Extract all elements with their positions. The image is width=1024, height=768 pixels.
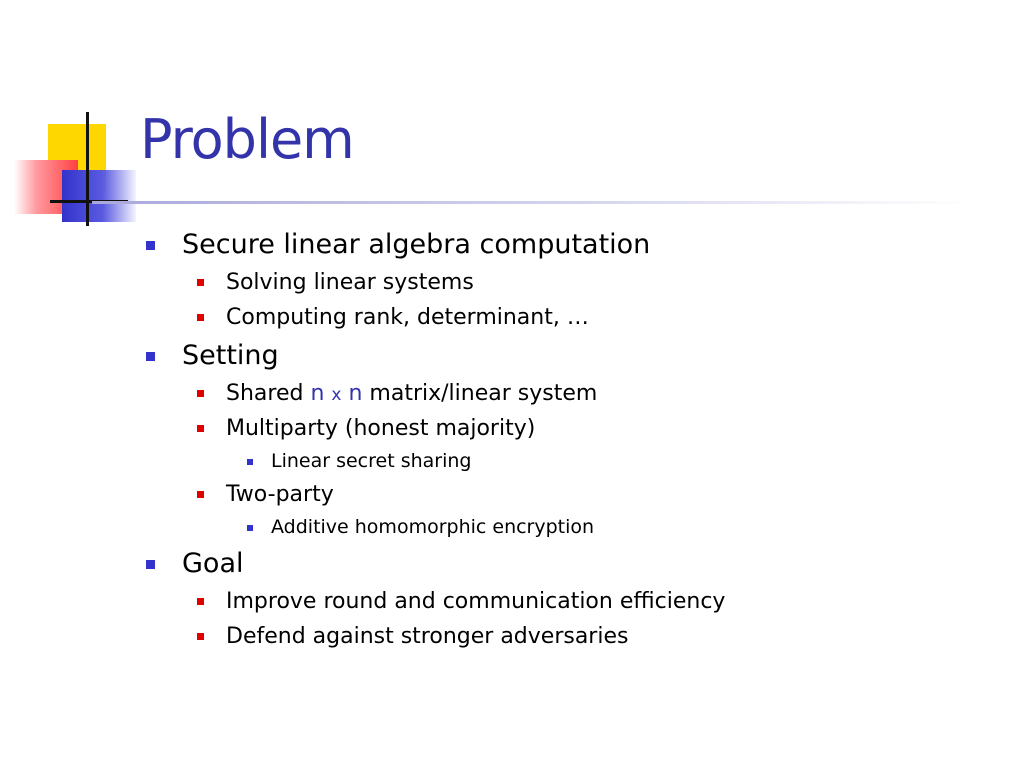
square-bullet-icon <box>197 633 204 640</box>
square-bullet-icon <box>146 560 155 569</box>
bullet-linear-secret-sharing <box>140 446 1000 477</box>
bullet-two-party <box>140 477 1000 512</box>
bullet-text: Computing rank, determinant, … <box>226 305 589 330</box>
bullet-setting <box>140 335 1000 376</box>
bullet-text: Defend against stronger adversaries <box>226 624 629 649</box>
square-bullet-icon <box>247 525 253 531</box>
math-times: x <box>331 385 342 405</box>
bullet-text: Linear secret sharing <box>271 450 472 472</box>
bullet-text: Improve round and communication efficiency <box>226 589 726 614</box>
slide-title: Problem <box>140 108 354 171</box>
bullet-text: Setting <box>182 340 279 371</box>
bullet-defend-adversaries <box>140 619 1000 654</box>
bullet-text: Solving linear systems <box>226 270 474 295</box>
bullet-improve-efficiency <box>140 584 1000 619</box>
logo-vertical-line <box>86 112 89 226</box>
square-bullet-icon <box>197 279 204 286</box>
square-bullet-icon <box>146 241 155 250</box>
bullet-text: Secure linear algebra computation <box>182 229 651 260</box>
logo-blue-square <box>62 170 136 222</box>
bullet-text: Multiparty (honest majority) <box>226 416 536 441</box>
square-bullet-icon <box>197 314 204 321</box>
bullet-text: Goal <box>182 548 244 579</box>
bullet-additive-homomorphic <box>140 512 1000 543</box>
square-bullet-icon <box>197 598 204 605</box>
square-bullet-icon <box>197 425 204 432</box>
title-underline <box>92 201 972 204</box>
bullet-text-suffix: matrix/linear system <box>362 381 598 406</box>
square-bullet-icon <box>146 352 155 361</box>
square-bullet-icon <box>197 390 204 397</box>
bullet-text-prefix: Shared <box>226 381 311 406</box>
bullet-goal <box>140 543 1000 584</box>
bullet-solving-linear-systems <box>140 265 1000 300</box>
slide-content <box>140 224 1000 654</box>
bullet-shared-matrix <box>140 376 1000 411</box>
bullet-secure-linear-algebra <box>140 224 1000 265</box>
math-n: n <box>348 381 363 406</box>
math-n: n <box>310 381 325 406</box>
square-bullet-icon <box>197 491 204 498</box>
bullet-computing-rank <box>140 300 1000 335</box>
bullet-text: Additive homomorphic encryption <box>271 516 595 538</box>
bullet-multiparty <box>140 411 1000 446</box>
bullet-text: Two-party <box>226 482 334 507</box>
square-bullet-icon <box>247 459 253 465</box>
